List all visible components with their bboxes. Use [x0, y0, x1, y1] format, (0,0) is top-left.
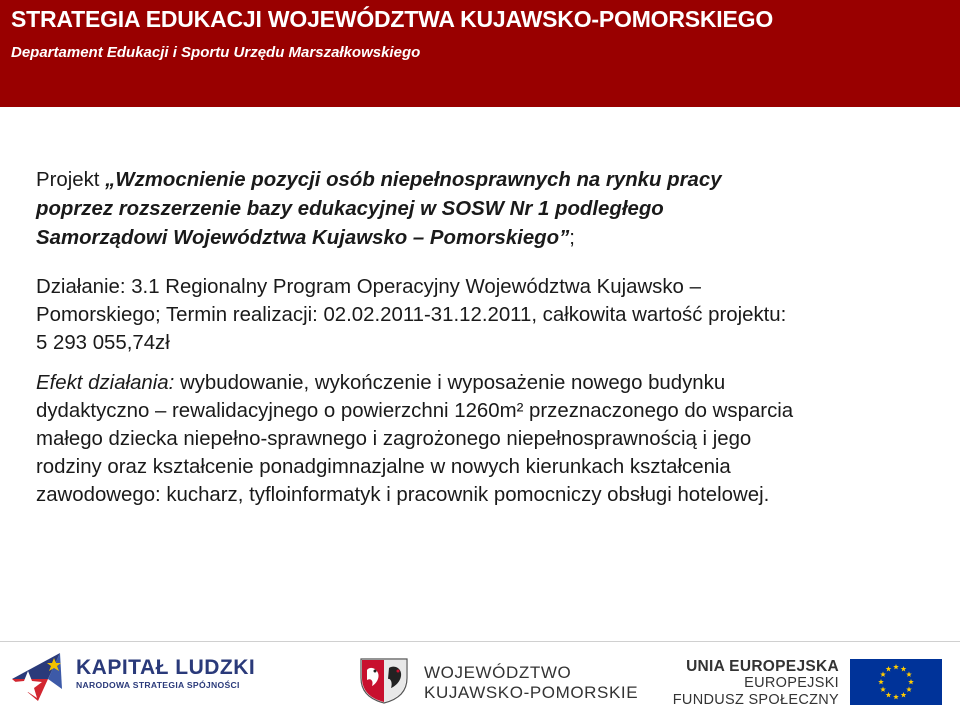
effect-line-4: rodziny oraz kształcenie ponadgimnazjalne w nowych kierunkach kształcenia: [36, 456, 731, 479]
wojewodztwo-logo: [424, 663, 638, 703]
wojewodztwo-line-1: WOJEWÓDZTWO: [424, 663, 572, 682]
header-title: STRATEGIA EDUKACJI WOJEWÓDZTWA KUJAWSKO-POMORSKIEGO: [11, 6, 774, 32]
project-block: [36, 166, 946, 253]
effect-line-5: zawodowego: kucharz, tyfloinformatyk i pracownik pomocniczy obsługi hotelowej.: [36, 484, 770, 507]
action-line-1: Działanie: 3.1 Regionalny Program Operacyjny Województwa Kujawsko –: [36, 276, 701, 298]
effect-line-1: [36, 369, 946, 397]
effect-line-3: małego dziecka niepełno-sprawnego i zagrożonego niepełnosprawnością i jego: [36, 428, 752, 451]
ue-logo-text: [673, 658, 839, 709]
kapital-ludzki-star-icon: [8, 649, 66, 705]
ue-line-1: UNIA EUROPEJSKA: [686, 658, 839, 675]
project-line-1: [36, 166, 946, 195]
footer-logos: [0, 641, 960, 711]
effect-block: [36, 369, 946, 510]
wojewodztwo-line-2: KUJAWSKO-POMORSKIE: [424, 683, 639, 702]
kapital-ludzki-logo: [76, 656, 255, 691]
action-block: [36, 273, 946, 358]
header-banner: [0, 0, 960, 107]
kapital-ludzki-subtitle: NARODOWA STRATEGIA SPÓJNOŚCI: [76, 680, 240, 690]
ue-line-2: EUROPEJSKI: [744, 675, 839, 691]
effect-label: Efekt działania:: [36, 371, 175, 394]
coat-of-arms-icon: [358, 656, 410, 704]
header-subtitle: Departament Edukacji i Sportu Urzędu Marszałkowskiego: [11, 44, 421, 61]
project-title-line-2: poprzez rozszerzenie bazy edukacyjnej w SOSW Nr 1 podległego: [36, 198, 664, 220]
slide-content: [36, 166, 946, 510]
project-title-line-3: Samorządowi Województwa Kujawsko – Pomorskiego”: [36, 227, 570, 249]
effect-line-2: dydaktyczno – rewalidacyjnego o powierzchni 1260m² przeznaczonego do wsparcia: [36, 399, 794, 422]
ue-line-3: FUNDUSZ SPOŁECZNY: [672, 692, 839, 708]
project-prefix: Projekt: [36, 169, 106, 191]
kapital-ludzki-title: KAPITAŁ LUDZKI: [76, 656, 256, 679]
project-line-3: [36, 224, 946, 253]
project-title-end: ;: [569, 227, 575, 249]
action-line-2: Pomorskiego; Termin realizacji: 02.02.2011-31.12.2011, całkowita wartość projektu:: [36, 304, 787, 327]
effect-line-1-text: wybudowanie, wykończenie i wyposażenie nowego budynku: [174, 371, 726, 394]
eu-flag-icon: [850, 659, 942, 705]
action-line-3: 5 293 055,74zł: [36, 332, 170, 355]
project-title-line-1: „Wzmocnienie pozycji osób niepełnosprawnych na rynku pracy: [105, 169, 722, 191]
